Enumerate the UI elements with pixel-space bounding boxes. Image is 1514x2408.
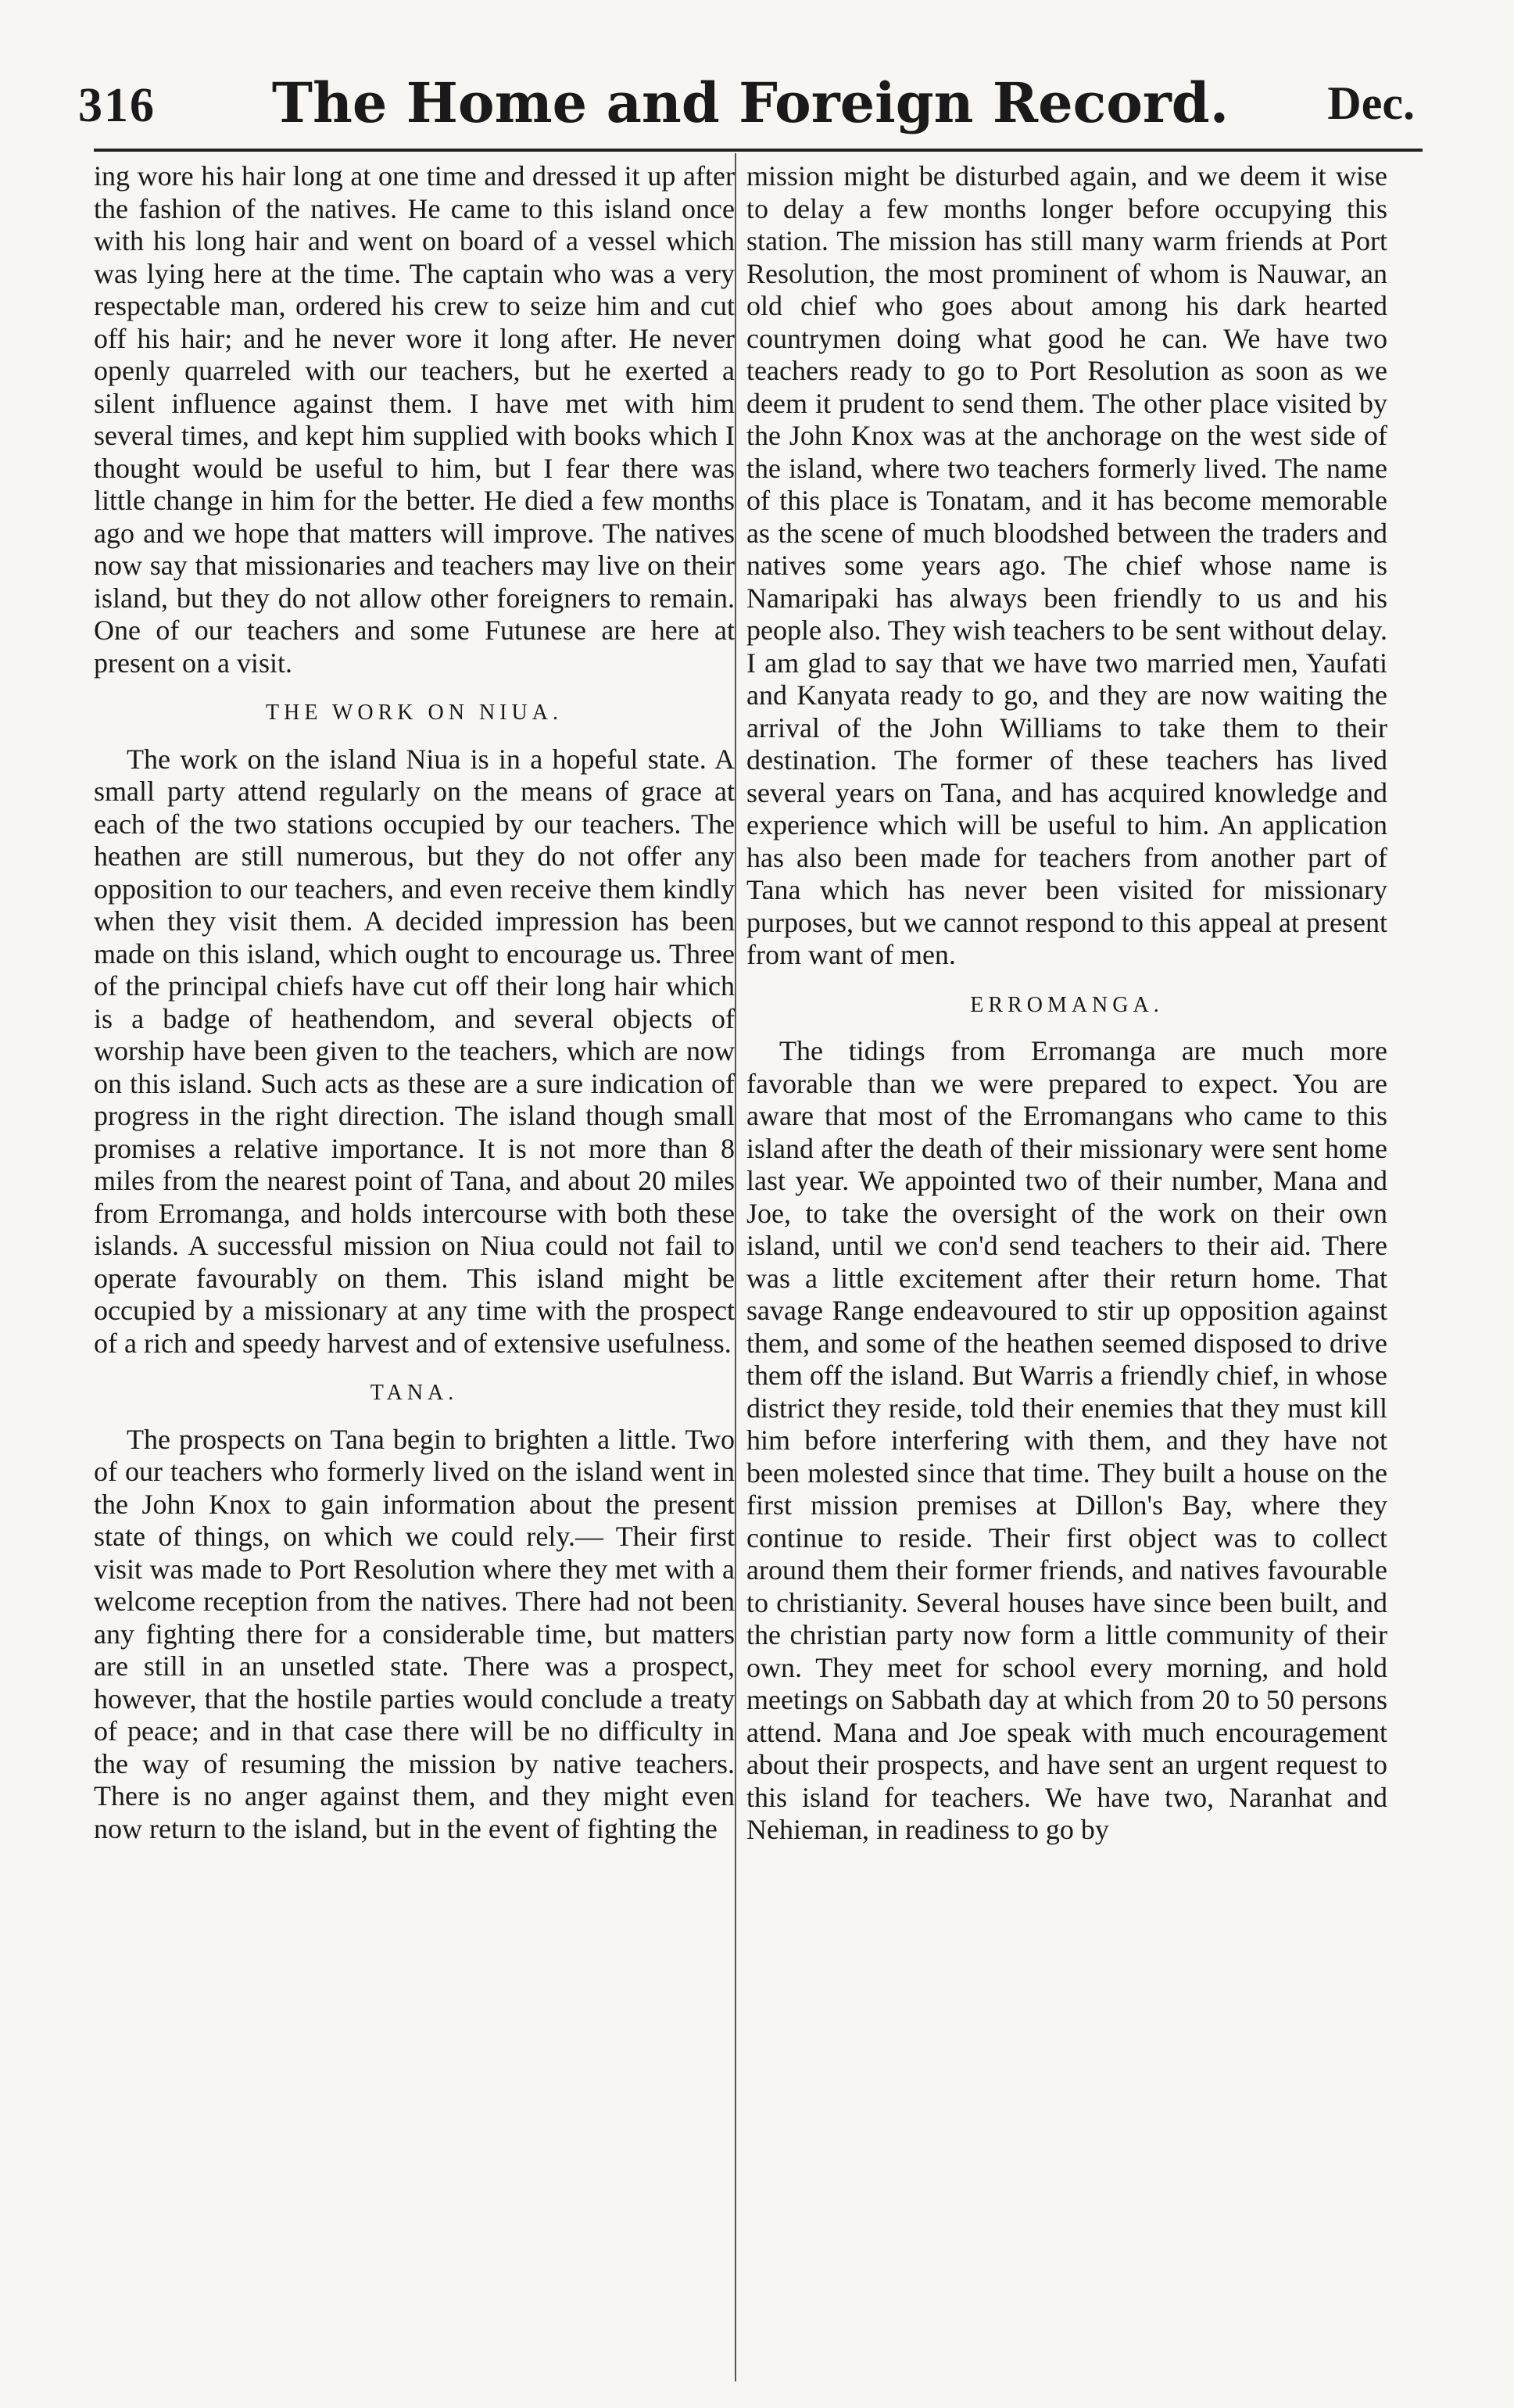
column-divider (735, 153, 736, 2381)
left-column (94, 160, 735, 1845)
paragraph: The work on the island Niua is in a hopeful state. A small party attend regularly on the means of grace at each of the two stations occupied by our teachers. The heathen are still numerous, but they do not offer any opposition to our teachers, and even receive them kindly when they visit them. A decided impression has been made on this island, which ought to encourage us. Three of the principal chiefs have cut off their long hair which is a badge of heathendom, and several objects of worship have been given to the teachers, which are now on this island. Such acts as these are a sure indication of progress in the right direction. The island though small promises a relative importance. It is not more than 8 miles from the nearest point of Tana, and about 20 miles from Erromanga, and holds intercourse with both these islands. A successful mission on Niua could not fail to operate favourably on them. This island might be occupied by a missionary at any time with the prospect of a rich and speedy harvest and of extensive usefulness. (94, 743, 735, 1359)
right-column (746, 160, 1387, 1847)
header-rule (94, 149, 1423, 152)
page-header (78, 63, 1423, 149)
paragraph: mission might be disturbed again, and we deem it wise to delay a few months longer before occupying this station. The mission has still many warm friends at Port Resolution, the most prominent of whom is Nauwar, an old chief who goes about among his dark hearted countrymen doing what good he can. We have two teachers ready to go to Port Resolution as soon as we deem it prudent to send them. The other place visited by the John Knox was at the anchorage on the west side of the island, where two teachers formerly lived. The name of this place is Tonatam, and it has become memorable as the scene of much bloodshed between the traders and natives some years ago. The chief whose name is Namaripaki has always been friendly to us and his people also. They wish teachers to be sent without delay. I am glad to say that we have two married men, Yaufati and Kanyata ready to go, and they are now waiting the arrival of the John Williams to take them to their destination. The former of these teachers has lived several years on Tana, and has acquired knowledge and experience which will be useful to him. An application has also been made for teachers from another part of Tana which has never been visited for missionary purposes, but we cannot respond to this appeal at present from want of men. (746, 160, 1387, 970)
issue-month: Dec. (1327, 77, 1415, 129)
paragraph: The prospects on Tana begin to brighten a little. Two of our teachers who formerly lived on the island went in the John Knox to gain information about the present state of things, on which we could rely.— Their first visit was made to Port Resolution where they met with a welcome reception from the natives. There had not been any fighting there for a considerable time, but matters are still in an unsetled state. There was a prospect, however, that the hostile parties would conclude a treaty of peace; and in that case there will be no difficulty in the way of resuming the mission by native teachers. There is no anger against them, and they might even now return to the island, but in the event of fighting the (94, 1423, 735, 1844)
section-heading-erromanga: ERROMANGA. (970, 992, 1164, 1017)
section-heading-niua: THE WORK ON NIUA. (266, 701, 563, 725)
paragraph: The tidings from Erromanga are much more favorable than we were prepared to expect. You are aware that most of the Erromangans who came to this island after the death of their missionary were sent home last year. We appointed two of their number, Mana and Joe, to take the oversight of the work on their own island, until we con'd send teachers to their aid. There was a little excitement after their return home. That savage Range endeavoured to stir up opposition against them, and some of the heathen seemed disposed to drive them off the island. But Warris a friendly chief, in whose district they reside, told their enemies that they must kill him before interfering with them, and they have not been molested since that time. They built a house on the first mission premises at Dillon's Bay, where they continue to reside. Their first object was to collect around them their former friends, and natives favourable to christianity. Several houses have since been built, and the christian party now form a little community of their own. They meet for school every morning, and hold meetings on Sabbath day at which from 20 to 50 persons attend. Mana and Joe speak with much encouragement about their prospects, and have sent an urgent request to this island for teachers. We have two, Naranhat and Nehieman, in readiness to go by (746, 1035, 1387, 1845)
section-heading-tana: TANA. (370, 1381, 459, 1405)
journal-title: The Home and Foreign Record. (271, 70, 1229, 135)
paragraph: ing wore his hair long at one time and dressed it up after the fashion of the natives. He came to this island once with his long hair and went on board of a vessel which was lying here at the time. The captain who was a very respectable man, ordered his crew to seize him and cut off his hair; and he never wore it long after. He never openly quarreled with our teachers, but he exerted a silent influence against them. I have met with him several times, and kept him supplied with books which I thought would be useful to him, but I fear there was little change in him for the better. He died a few months ago and we hope that matters will improve. The natives now say that missionaries and teachers may live on their island, but they do not allow other foreigners to remain. One of our teachers and some Futunese are here at present on a visit. (94, 160, 735, 679)
page-number: 316 (78, 79, 156, 132)
